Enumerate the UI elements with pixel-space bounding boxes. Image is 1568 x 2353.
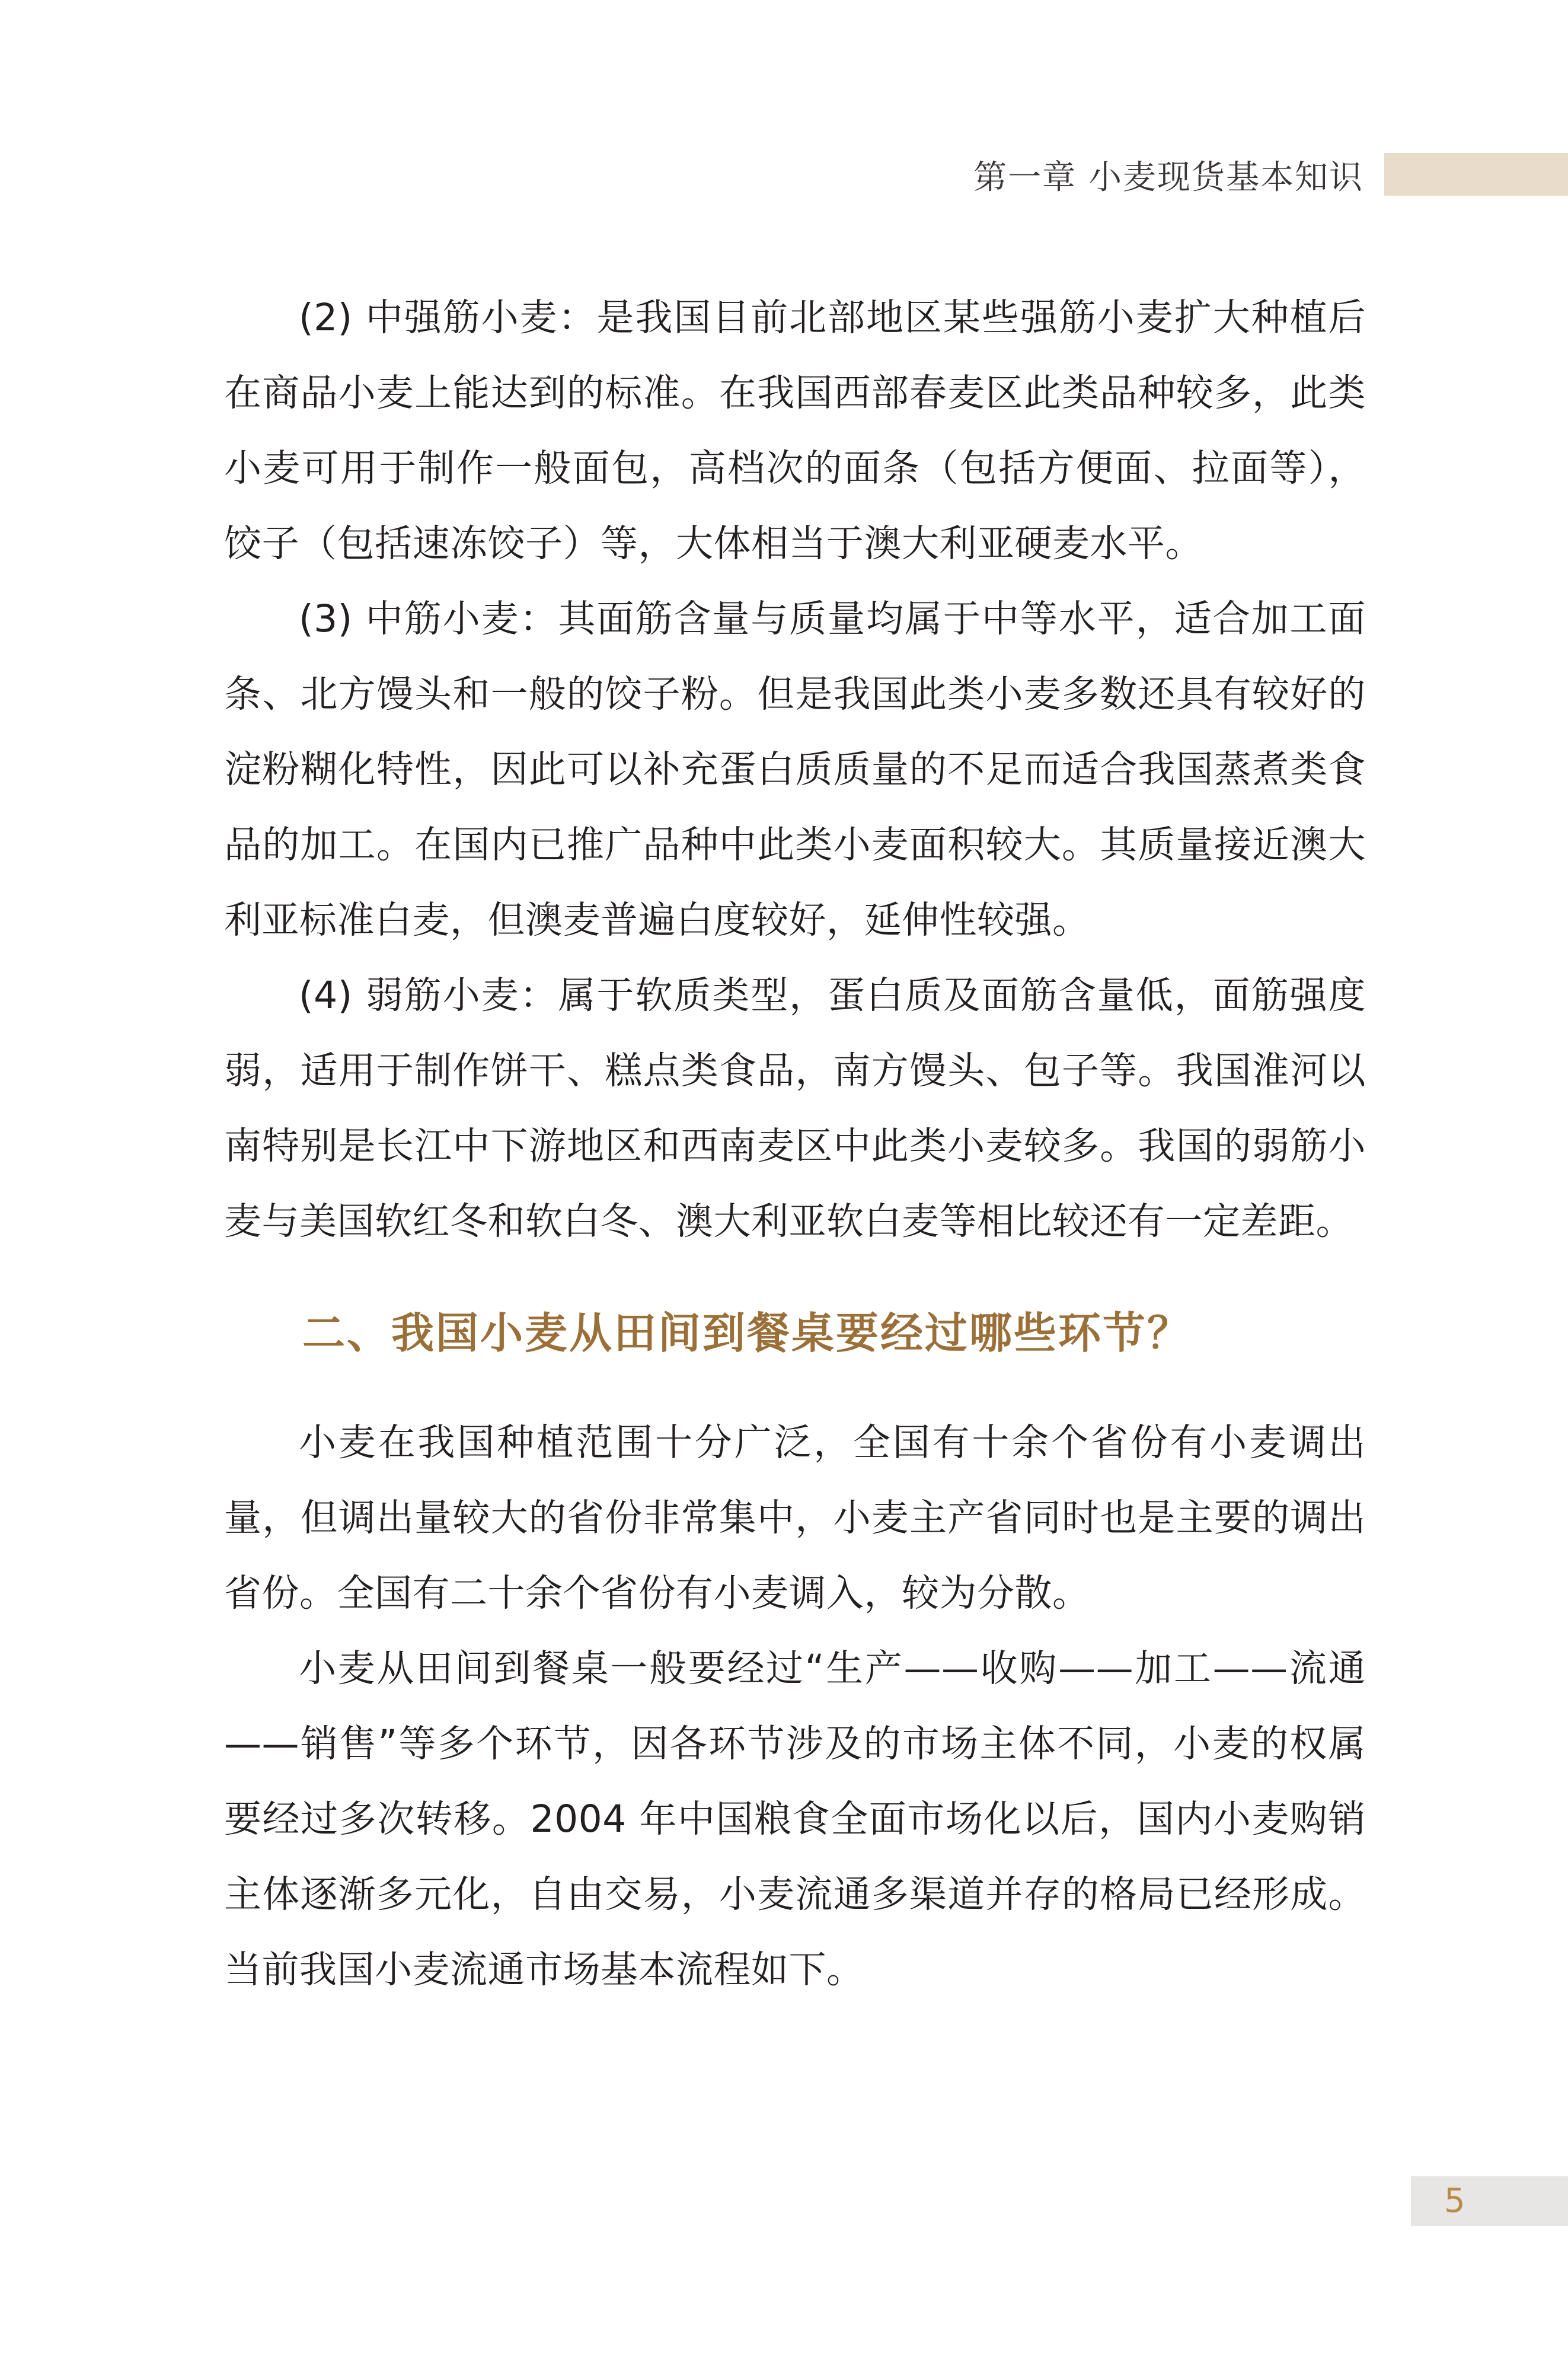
paragraph-wheat-distribution: 小麦在我国种植范围十分广泛，全国有十余个省份有小麦调出量，但调出量较大的省份非常集中，小麦主产省同时也是主要的调出省份。全国有二十余个省份有小麦调入，较为分散。 (224, 1421, 1366, 1615)
body-text-upper (224, 280, 1366, 1259)
page-number-background (1411, 2176, 1568, 2226)
running-header: 第一章 小麦现货基本知识 (973, 158, 1363, 197)
section-heading: 二、我国小麦从田间到餐桌要经过哪些环节？ (302, 1308, 1192, 1358)
paragraph-medium-gluten-wheat: (3) 中筋小麦：其面筋含量与质量均属于中等水平，适合加工面条、北方馒头和一般的饺子粉。但是我国此类小麦多数还具有较好的淀粉糊化特性，因此可以补充蛋白质质量的不足而适合我国蒸煮类食品的加工。在国内已推广品种中此类小麦面积较大。其质量接近澳大利亚标准白麦，但澳麦普遍白度较好，延伸性较强。 (224, 597, 1366, 942)
body-text-lower (224, 1405, 1366, 2007)
page-number: 5 (1444, 2182, 1465, 2220)
paragraph-wheat-circulation: 小麦从田间到餐桌一般要经过“生产——收购——加工——流通——销售”等多个环节，因各环节涉及的市场主体不同，小麦的权属要经过多次转移。2004 年中国粮食全面市场化以后，国内小麦购销主体逐渐多元化，自由交易，小麦流通多渠道并存的格局已经形成。当前我国小麦流通市场基本流程如下。 (224, 1647, 1366, 1991)
paragraph-weak-gluten-wheat: (4) 弱筋小麦：属于软质类型，蛋白质及面筋含量低，面筋强度弱，适用于制作饼干、糕点类食品，南方馒头、包子等。我国淮河以南特别是长江中下游地区和西南麦区中此类小麦较多。我国的弱筋小麦与美国软红冬和软白冬、澳大利亚软白麦等相比较还有一定差距。 (224, 974, 1366, 1243)
header-accent-bar (1384, 153, 1568, 196)
paragraph-medium-strong-wheat: (2) 中强筋小麦：是我国目前北部地区某些强筋小麦扩大种植后在商品小麦上能达到的标准。在我国西部春麦区此类品种较多，此类小麦可用于制作一般面包，高档次的面条（包括方便面、拉面等），饺子（包括速冻饺子）等，大体相当于澳大利亚硬麦水平。 (224, 296, 1366, 565)
